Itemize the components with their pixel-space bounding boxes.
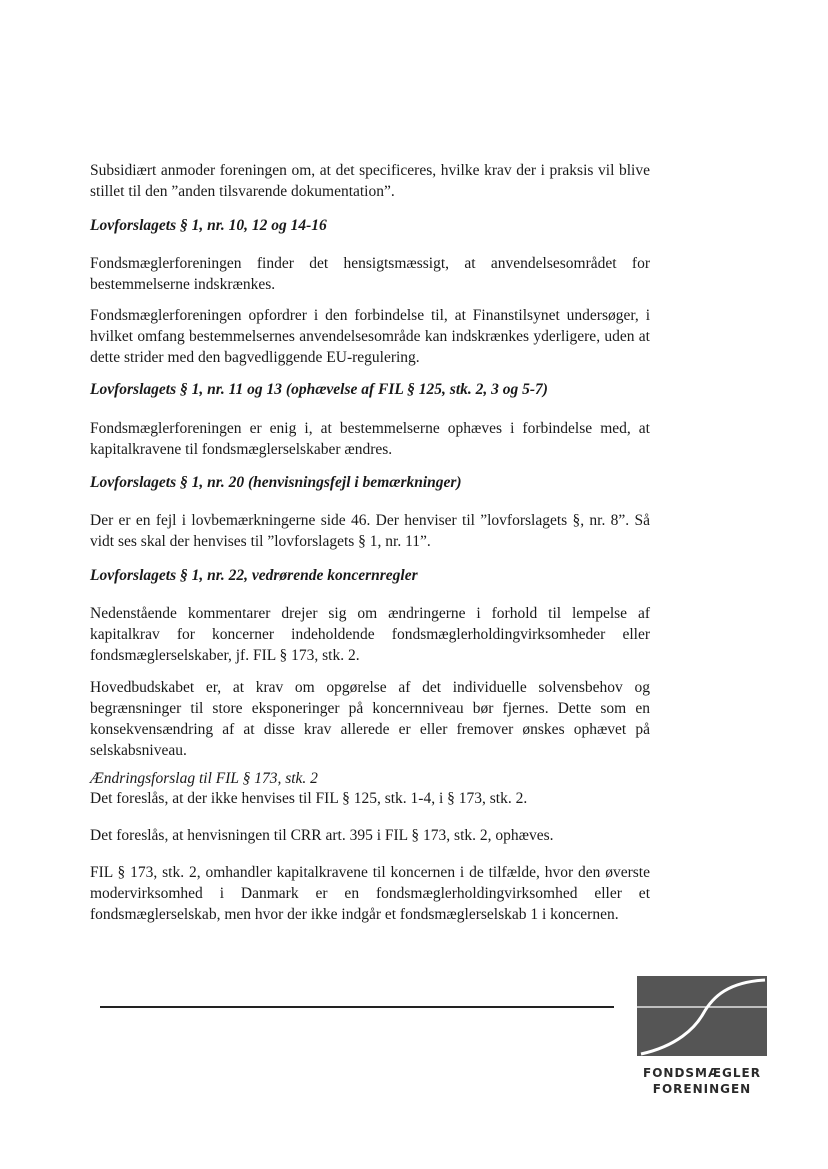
paragraph-proposal-125: Det foreslås, at der ikke henvises til FIL § 125, stk. 1-4, i § 173, stk. 2. — [90, 790, 528, 807]
paragraph-agreement-repeal: Fondsmæglerforeningen er enig i, at bestemmelserne ophæves i forbindelse med, at kapitalkravene til fondsmæglerselskaber ændres. — [90, 420, 650, 458]
footer-divider — [100, 1006, 614, 1008]
paragraph-application-scope: Fondsmæglerforeningen finder det hensigtsmæssigt, at anvendelsesområdet for bestemmelserne indskrænkes. — [90, 255, 650, 293]
section-heading-nr-22: Lovforslagets § 1, nr. 22, vedrørende koncernregler — [90, 567, 418, 584]
subheading-amendment-proposal: Ændringsforslag til FIL § 173, stk. 2 — [90, 770, 318, 787]
logo-text-line2: FORENINGEN — [652, 1082, 752, 1096]
section-heading-nr-20: Lovforslagets § 1, nr. 20 (henvisningsfejl i bemærkninger) — [90, 474, 462, 491]
logo-mark-icon — [637, 976, 767, 1056]
paragraph-reference-error: Der er en fejl i lovbemærkningerne side 46. Der henviser til ”lovforslagets §, nr. 8”. Så vidt ses skal der henvises til ”lovforslagets § 1, nr. 11”. — [90, 512, 650, 550]
paragraph-fil-173-description: FIL § 173, stk. 2, omhandler kapitalkravene til koncernen i de tilfælde, hvor den øverste modervirksomhed i Danmark er en fondsmæglerholdingvirksomhed eller et fondsmæglerselskab, men hvor der ikke indgår et fondsmæglerselskab 1 i koncernen. — [90, 864, 650, 923]
section-heading-nr-10-12-14-16: Lovforslagets § 1, nr. 10, 12 og 14-16 — [90, 217, 327, 234]
paragraph-group-rules-comments: Nedenstående kommentarer drejer sig om ændringerne i forhold til lempelse af kapitalkrav for koncerner indeholdende fondsmæglerholdingvirksomheder eller fondsmæglerselskaber, jf. FIL § 173, stk. 2. — [90, 605, 650, 664]
logo-text-line1: FONDSMÆGLER — [643, 1066, 761, 1080]
paragraph-main-message: Hovedbudskabet er, at krav om opgørelse af det individuelle solvensbehov og begrænsninger til store eksponeringer på koncernniveau bør fjernes. Dette som en konsekvensændring af at disse krav allerede er eller fremover ønskes ophævet på selskabsniveau. — [90, 679, 650, 759]
paragraph-subsidiary-request: Subsidiært anmoder foreningen om, at det specificeres, hvilke krav der i praksis vil blive stillet til den ”anden tilsvarende dokumentation”. — [90, 162, 650, 200]
section-heading-nr-11-13: Lovforslagets § 1, nr. 11 og 13 (ophævelse af FIL § 125, stk. 2, 3 og 5-7) — [90, 381, 548, 398]
paragraph-finanstilsynet-request: Fondsmæglerforeningen opfordrer i den forbindelse til, at Finanstilsynet undersøger, i hvilket omfang bestemmelsernes anvendelsesområde kan indskrænkes yderligere, uden at dette strider med den bagvedliggende EU-regulering. — [90, 307, 650, 366]
paragraph-proposal-crr-395: Det foreslås, at henvisningen til CRR art. 395 i FIL § 173, stk. 2, ophæves. — [90, 827, 554, 844]
